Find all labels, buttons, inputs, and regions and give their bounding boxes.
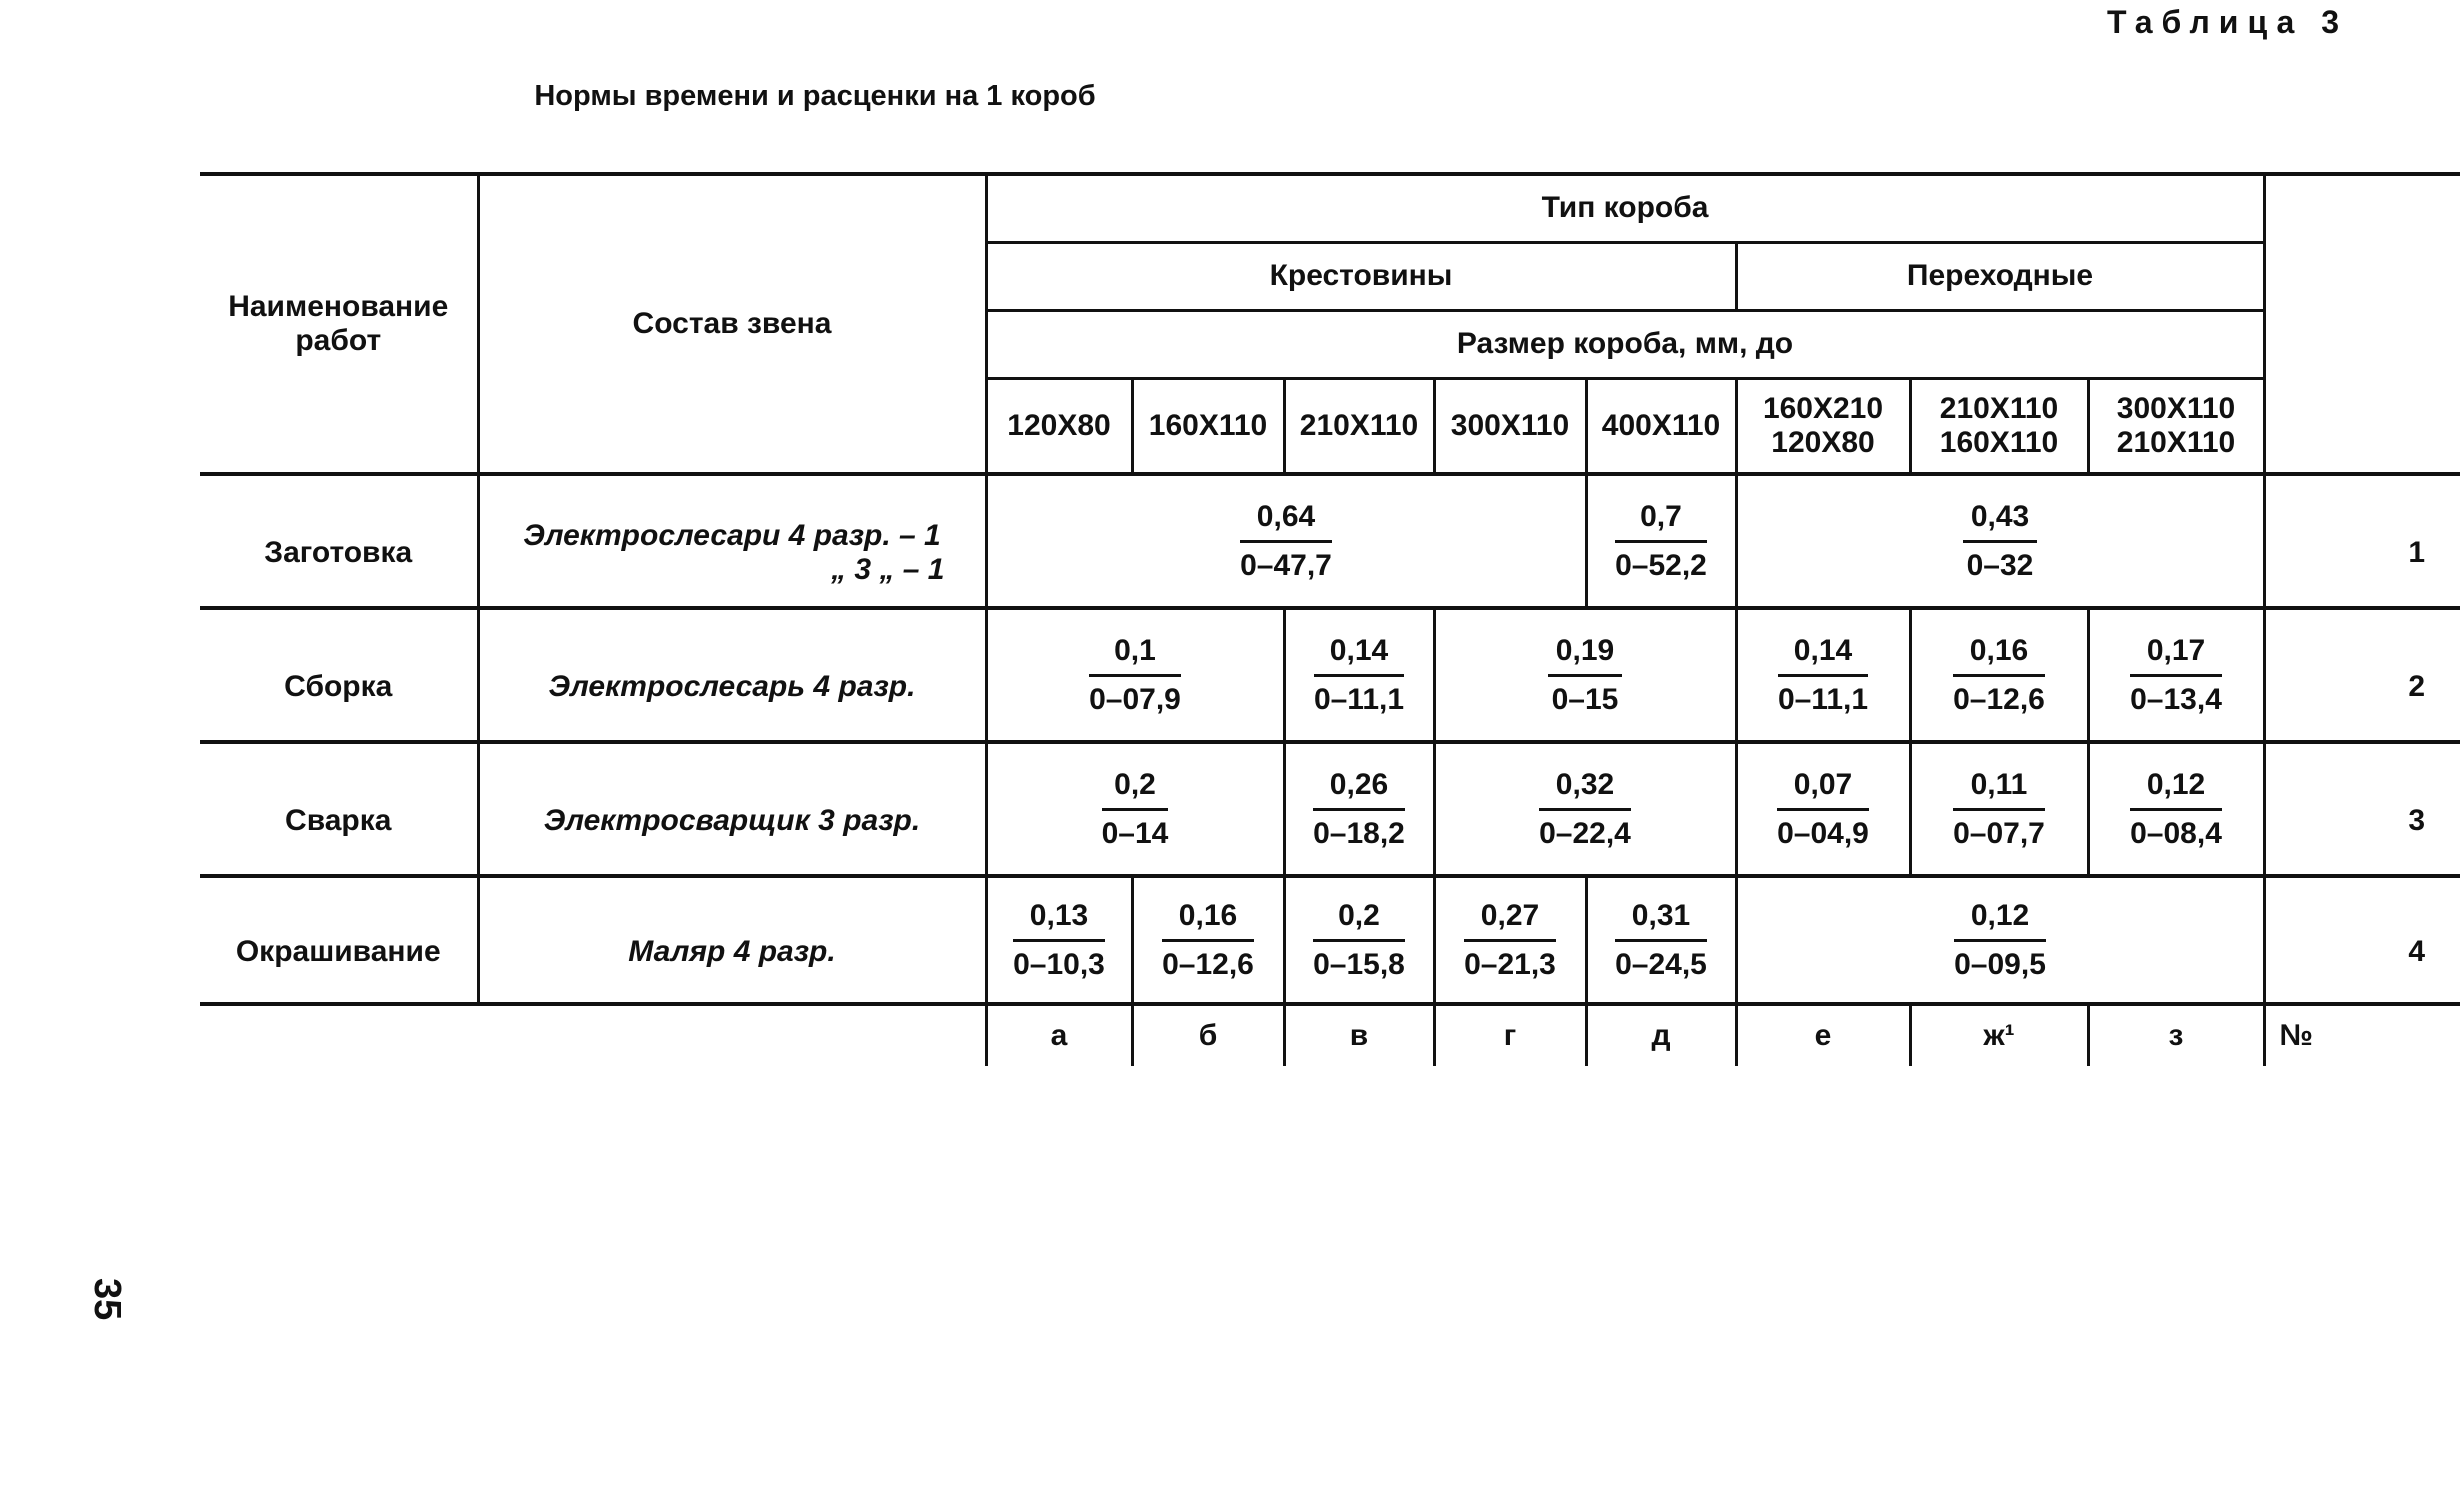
crew-composition: Электросварщик 3 разр. <box>478 742 986 876</box>
norm-cell: $\frac{0,43}{0-32}$ <box>1736 474 2264 608</box>
row-number: 1 <box>2264 474 2460 608</box>
column-letter: в <box>1284 1004 1434 1066</box>
header-row-number-space <box>2264 174 2460 474</box>
table-title: Нормы времени и расценки на 1 короб <box>534 80 1096 112</box>
letter-row-blank <box>200 1004 478 1066</box>
column-letter: ж¹ <box>1910 1004 2088 1066</box>
column-letter: з <box>2088 1004 2264 1066</box>
letter-row-blank <box>478 1004 986 1066</box>
norm-cell: $\frac{0,11}{0-07,7}$ <box>1910 742 2088 876</box>
norm-cell: $\frac{0,26}{0-18,2}$ <box>1284 742 1434 876</box>
column-letter: г <box>1434 1004 1586 1066</box>
norm-cell: $\frac{0,31}{0-24,5}$ <box>1586 876 1736 1004</box>
norm-cell: $\frac{0,32}{0-22,4}$ <box>1434 742 1736 876</box>
header-work: Наименование работ <box>200 174 478 474</box>
row-number-label: № <box>2279 1019 2313 1052</box>
norm-cell: $\frac{0,2}{0-15,8}$ <box>1284 876 1434 1004</box>
column-letter: д <box>1586 1004 1736 1066</box>
norm-cell: $\frac{0,13}{0-10,3}$ <box>986 876 1132 1004</box>
work-name: Окрашивание <box>200 876 478 1004</box>
column-letter: е <box>1736 1004 1910 1066</box>
work-name: Сварка <box>200 742 478 876</box>
norms-table <box>200 172 2460 1066</box>
size-col-a: 120X80 <box>986 378 1132 474</box>
table-number: Таблица 3 <box>2106 4 2348 40</box>
work-name: Заготовка <box>200 474 478 608</box>
work-name: Сборка <box>200 608 478 742</box>
header-group-cross: Крестовины <box>986 242 1736 310</box>
header-box-type: Тип короба <box>986 174 2264 242</box>
norm-cell: $\frac{0,07}{0-04,9}$ <box>1736 742 1910 876</box>
norm-cell: $\frac{0,27}{0-21,3}$ <box>1434 876 1586 1004</box>
norm-cell: $\frac{0,16}{0-12,6}$ <box>1910 608 2088 742</box>
size-col-z: 300X110 210X110 <box>2088 378 2264 474</box>
header-crew: Состав звена <box>478 174 986 474</box>
column-letter: а <box>986 1004 1132 1066</box>
row-number: 3 <box>2264 742 2460 876</box>
size-col-d: 400X110 <box>1586 378 1736 474</box>
row-number: 2 <box>2264 608 2460 742</box>
norm-cell: $\frac{0,64}{0-47,7}$ <box>986 474 1586 608</box>
norm-cell: $\frac{0,12}{0-09,5}$ <box>1736 876 2264 1004</box>
size-col-b: 160X110 <box>1132 378 1284 474</box>
size-col-e: 160X210 120X80 <box>1736 378 1910 474</box>
header-group-transition: Переходные <box>1736 242 2264 310</box>
header-size: Размер короба, мм, до <box>986 310 2264 378</box>
norm-cell: $\frac{0,16}{0-12,6}$ <box>1132 876 1284 1004</box>
page-number: 35 <box>86 1278 128 1321</box>
norm-cell: $\frac{0,2}{0-14}$ <box>986 742 1284 876</box>
crew-composition: Маляр 4 разр. <box>478 876 986 1004</box>
crew-composition: Электрослесари 4 разр. – 1 „ 3 „ – 1 <box>478 474 986 608</box>
column-letter: б <box>1132 1004 1284 1066</box>
size-col-v: 210X110 <box>1284 378 1434 474</box>
norm-cell: $\frac{0,17}{0-13,4}$ <box>2088 608 2264 742</box>
norm-cell: $\frac{0,7}{0-52,2}$ <box>1586 474 1736 608</box>
norm-cell: $\frac{0,14}{0-11,1}$ <box>1736 608 1910 742</box>
norm-cell: $\frac{0,12}{0-08,4}$ <box>2088 742 2264 876</box>
crew-composition: Электрослесарь 4 разр. <box>478 608 986 742</box>
size-col-zh: 210X110 160X110 <box>1910 378 2088 474</box>
size-col-g: 300X110 <box>1434 378 1586 474</box>
norm-cell: $\frac{0,19}{0-15}$ <box>1434 608 1736 742</box>
norm-cell: $\frac{0,1}{0-07,9}$ <box>986 608 1284 742</box>
row-number: 4 <box>2264 876 2460 1004</box>
norm-cell: $\frac{0,14}{0-11,1}$ <box>1284 608 1434 742</box>
